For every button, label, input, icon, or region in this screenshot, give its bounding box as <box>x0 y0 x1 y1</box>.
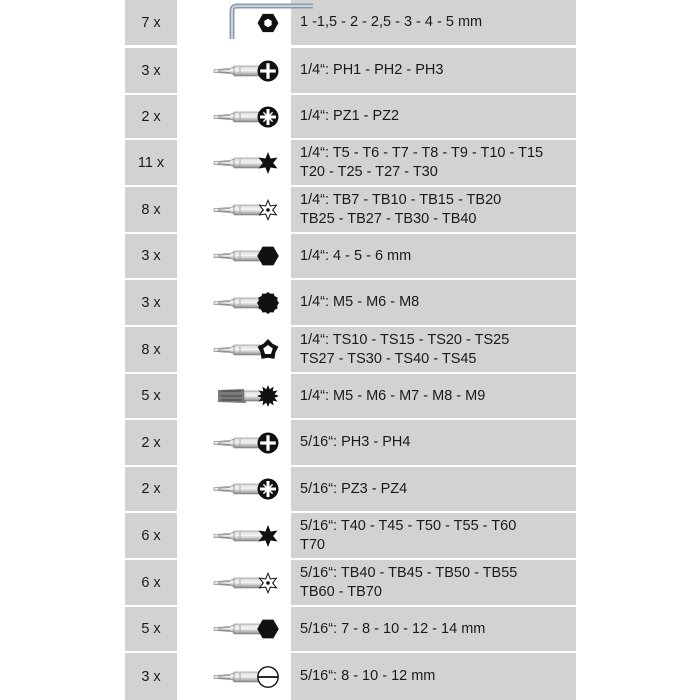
size-description-cell <box>291 0 576 45</box>
size-description-line: 1/4“: TB7 - TB10 - TB15 - TB20 <box>300 191 502 208</box>
table-row <box>125 327 576 372</box>
bit-image-cell <box>177 327 291 372</box>
slotted-icon <box>257 666 279 688</box>
phillips-icon <box>257 60 279 82</box>
torx-icon <box>257 152 279 174</box>
size-description-cell <box>291 95 576 138</box>
table-row <box>125 48 576 93</box>
bit-image-cell <box>177 653 291 700</box>
table-row <box>125 467 576 511</box>
size-description-line: 5/16“: TB40 - TB45 - TB50 - TB55 <box>300 564 518 581</box>
torx-icon <box>257 525 279 547</box>
size-description-cell <box>291 467 576 511</box>
size-description-line: T20 - T25 - T27 - T30 <box>300 163 438 180</box>
size-description-line: 5/16“: 8 - 10 - 12 mm <box>300 668 436 684</box>
quantity-cell: 8 x <box>125 327 177 372</box>
size-description-cell <box>291 374 576 418</box>
pozidriv-icon <box>257 106 279 128</box>
quantity-cell: 6 x <box>125 513 177 558</box>
quantity-cell: 3 x <box>125 653 177 700</box>
quantity-cell: 7 x <box>125 0 177 45</box>
quantity-cell: 8 x <box>125 187 177 232</box>
size-description-line: 1/4“: PZ1 - PZ2 <box>300 108 400 124</box>
table-row <box>125 187 576 232</box>
bit-set-table <box>125 0 576 700</box>
quantity-cell: 3 x <box>125 48 177 93</box>
table-row <box>125 653 576 700</box>
size-description-line: 5/16“: T40 - T45 - T50 - T55 - T60 <box>300 517 517 534</box>
size-description-cell <box>291 140 576 185</box>
quantity-cell: 5 x <box>125 607 177 651</box>
bit-image-cell <box>177 234 291 278</box>
pentalobe-icon <box>257 339 279 361</box>
bit-image-cell <box>177 95 291 138</box>
size-description-line: 5/16“: PH3 - PH4 <box>300 434 411 450</box>
size-description-cell <box>291 234 576 278</box>
table-row <box>125 420 576 465</box>
table-row <box>125 560 576 605</box>
quantity-cell: 2 x <box>125 95 177 138</box>
quantity-cell: 11 x <box>125 140 177 185</box>
hex-icon <box>257 245 279 267</box>
size-description-line: 1/4“: TS10 - TS15 - TS20 - TS25 <box>300 331 510 348</box>
bit-image-cell <box>177 374 291 418</box>
size-description-cell <box>291 327 576 372</box>
table-row <box>125 280 576 325</box>
spline-icon <box>257 292 279 314</box>
size-description-line: 1 -1,5 - 2 - 2,5 - 3 - 4 - 5 mm <box>300 14 483 30</box>
table-row <box>125 234 576 278</box>
size-description-line: TS27 - TS30 - TS40 - TS45 <box>300 350 477 367</box>
size-description-line: 1/4“: T5 - T6 - T7 - T8 - T9 - T10 - T15 <box>300 144 544 161</box>
phillips-icon <box>257 432 279 454</box>
bit-image-cell <box>177 607 291 651</box>
bit-image-cell <box>177 280 291 325</box>
size-description-cell <box>291 280 576 325</box>
quantity-cell: 3 x <box>125 234 177 278</box>
size-description-cell <box>291 420 576 465</box>
table-row <box>125 140 576 185</box>
size-description-line: TB60 - TB70 <box>300 583 382 600</box>
bit-image-cell <box>177 420 291 465</box>
torx-tamper-icon <box>257 199 279 221</box>
size-description-line: 1/4“: M5 - M6 - M7 - M8 - M9 <box>300 387 486 404</box>
bit-image-cell <box>177 513 291 558</box>
size-description-line: 5/16“: 7 - 8 - 10 - 12 - 14 mm <box>300 620 486 637</box>
size-description-cell <box>291 48 576 93</box>
quantity-cell: 3 x <box>125 280 177 325</box>
pozidriv-icon <box>257 478 279 500</box>
size-description-cell <box>291 607 576 651</box>
quantity-cell: 6 x <box>125 560 177 605</box>
quantity-cell: 2 x <box>125 420 177 465</box>
bit-image-cell <box>177 467 291 511</box>
size-description-line: 5/16“: PZ3 - PZ4 <box>300 480 408 497</box>
hex-socket-icon <box>257 12 279 34</box>
bit-image-cell <box>177 560 291 605</box>
size-description-cell <box>291 653 576 700</box>
table-row <box>125 374 576 418</box>
table-row <box>125 607 576 651</box>
size-description-cell <box>291 513 576 558</box>
size-description-cell <box>291 187 576 232</box>
size-description-cell <box>291 560 576 605</box>
size-description-line: 1/4“: PH1 - PH2 - PH3 <box>300 62 444 78</box>
triple-square-icon <box>257 385 279 407</box>
table-row <box>125 95 576 138</box>
bit-image-cell <box>177 140 291 185</box>
table-row <box>125 0 576 45</box>
size-description-line: T70 <box>300 536 325 553</box>
size-description-line: 1/4“: M5 - M6 - M8 <box>300 294 420 310</box>
bit-image-cell <box>177 48 291 93</box>
size-description-line: TB25 - TB27 - TB30 - TB40 <box>300 210 477 227</box>
torx-tamper-icon <box>257 572 279 594</box>
quantity-cell: 2 x <box>125 467 177 511</box>
size-description-line: 1/4“: 4 - 5 - 6 mm <box>300 247 412 264</box>
bit-image-cell <box>177 0 291 45</box>
hex-icon <box>257 618 279 640</box>
bit-image-cell <box>177 187 291 232</box>
quantity-cell: 5 x <box>125 374 177 418</box>
table-row <box>125 513 576 558</box>
